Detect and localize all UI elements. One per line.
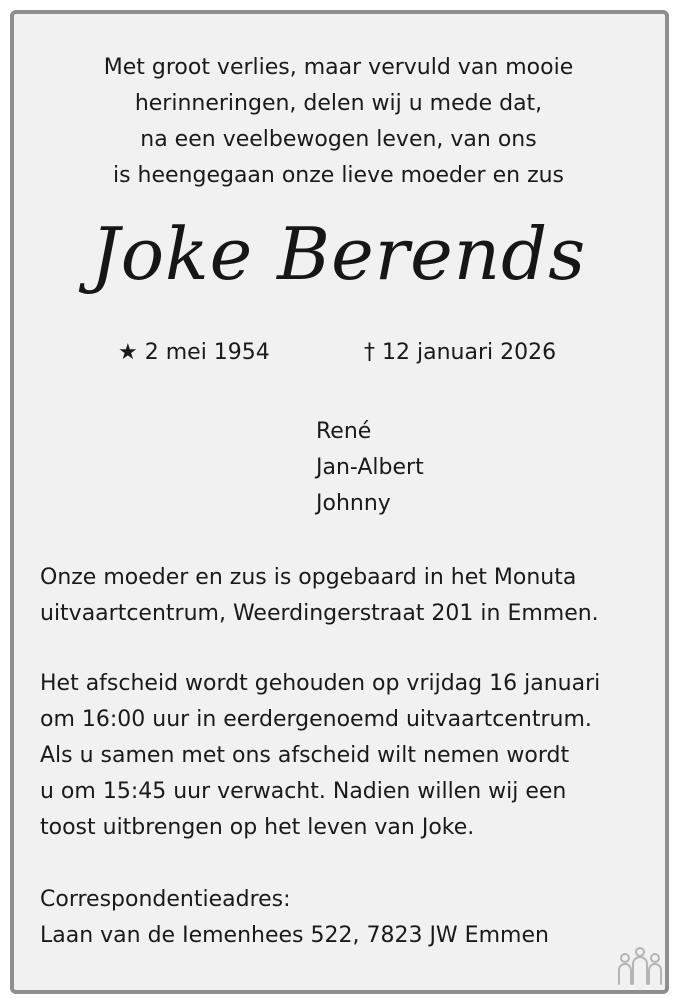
viewing-paragraph (40, 560, 599, 632)
correspondence-label: Correspondentieadres: (40, 887, 291, 912)
intro-line: na een veelbewogen leven, van ons (140, 127, 537, 152)
death-date-text: 12 januari 2026 (382, 340, 557, 365)
paragraph-line: Het afscheid wordt gehouden op vrijdag 16 januari (40, 671, 601, 696)
correspondence-address (40, 882, 549, 954)
intro-line: is heengegaan onze lieve moeder en zus (112, 163, 565, 188)
paragraph-line: om 16:00 uur in eerdergenoemd uitvaartcentrum. (40, 707, 592, 732)
cross-icon: † (364, 340, 375, 365)
intro-line: Met groot verlies, maar vervuld van mooie (103, 55, 574, 80)
intro-line: herinneringen, delen wij u mede dat, (134, 91, 543, 116)
paragraph-line: u om 15:45 uur verwacht. Nadien willen wij een (40, 779, 567, 804)
dates-row (0, 340, 677, 376)
deceased-name: Joke Berends (90, 212, 587, 296)
paragraph-line: uitvaartcentrum, Weerdingerstraat 201 in Emmen. (40, 601, 599, 626)
intro-text (0, 50, 677, 194)
family-figures-icon (616, 944, 664, 988)
family-member: Jan-Albert (316, 455, 424, 480)
address-line: Laan van de Iemenhees 522, 7823 JW Emmen (40, 923, 549, 948)
paragraph-line: toost uitbrengen op het leven van Joke. (40, 815, 475, 840)
family-member: Johnny (316, 491, 391, 516)
star-icon: ★ (118, 340, 138, 365)
birth-date (118, 340, 270, 365)
farewell-paragraph (40, 666, 600, 846)
death-date (364, 340, 556, 365)
birth-date-text: 2 mei 1954 (144, 340, 270, 365)
family-list (316, 414, 424, 522)
family-member: René (316, 419, 372, 444)
paragraph-line: Onze moeder en zus is opgebaard in het Monuta (40, 565, 577, 590)
paragraph-line: Als u samen met ons afscheid wilt nemen wordt (40, 743, 570, 768)
